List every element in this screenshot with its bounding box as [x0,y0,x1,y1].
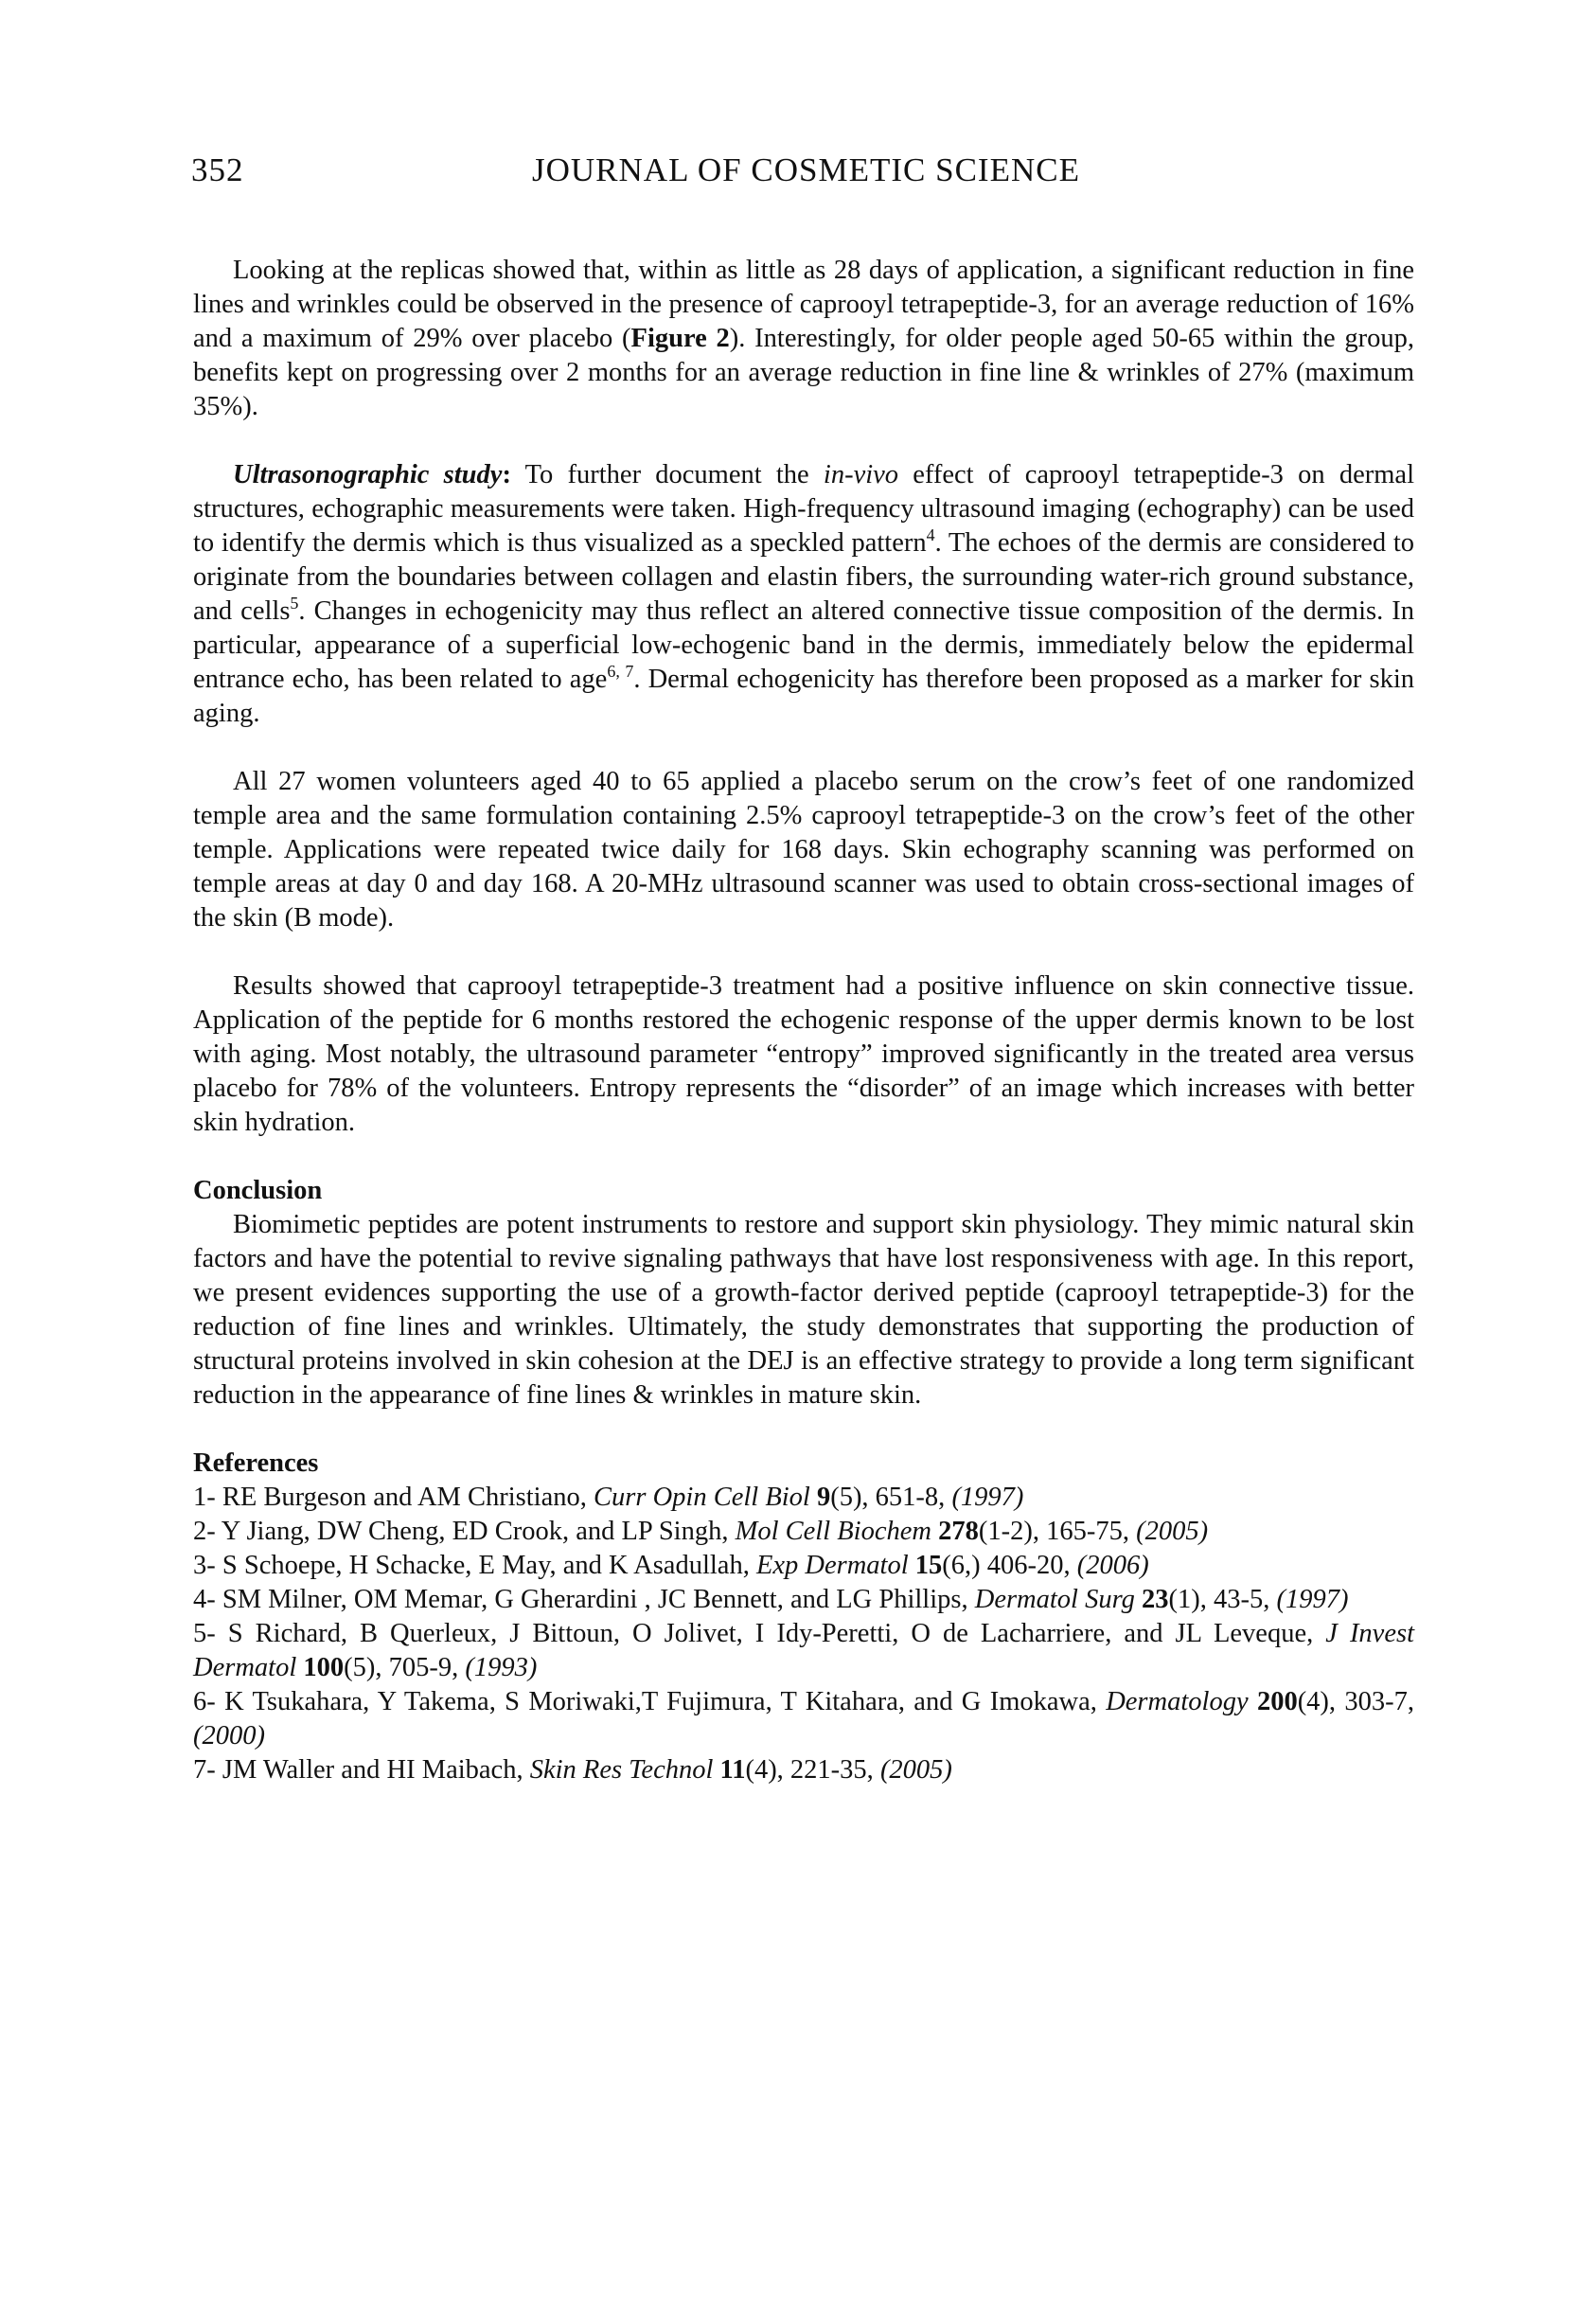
ultrasonographic-study-label: Ultrasonographic study [233,460,503,489]
paragraph-study-design: All 27 women volunteers aged 40 to 65 applied a placebo serum on the crow’s feet of one randomized temple area and the same formulation containing 2.5% caprooyl tetrapeptide-3 on the crow’s feet of the other temple. Applications were repeated twice daily for 168 days. Skin echography scanning was performed on temple areas at day 0 and day 168. A 20-MHz ultrasound scanner was used to obtain cross-sectional images of the skin (B mode). [193,767,1414,933]
paragraph-conclusion: Biomimetic peptides are potent instruments to restore and support skin physiology. They mimic natural skin factors and have the potential to revive signaling pathways that have lost responsiveness with age. In this report, we present evidences supporting the use of a growth-factor derived peptide (caprooyl tetrapeptide-3) for the reduction of fine lines and wrinkles. Ultimately, the study demonstrates that supporting the production of structural proteins involved in skin cohesion at the DEJ is an effective strategy to provide a long term significant reduction in the appearance of fine lines & wrinkles in mature skin. [193,1210,1414,1410]
article-body [193,254,1414,1787]
references-heading: References [193,1448,319,1478]
page-header [191,151,1412,193]
citation-superscript: 5 [290,594,299,613]
reference-item: 5- S Richard, B Querleux, J Bittoun, O Jolivet, I Idy-Peretti, O de Lacharriere, and JL Leveque, J Invest Dermatol 100(5), 705-9, (1993) [193,1619,1414,1682]
citation-superscript: 6, 7 [607,662,634,681]
reference-item: 2- Y Jiang, DW Cheng, ED Crook, and LP Singh, Mol Cell Biochem 278(1-2), 165-75, (2005) [193,1517,1209,1546]
citation-superscript: 4 [926,525,935,544]
journal-title: JOURNAL OF COSMETIC SCIENCE [532,151,1080,188]
paragraph-ultrasonographic-study: Ultrasonographic study: To further document the in-vivo effect of caprooyl tetrapeptide-3 on dermal structures, echographic measurements were taken. High-frequency ultrasound imaging (echography) can be used to identify the dermis which is thus visualized as a speckled pattern$^4$. The echoes of the dermis are considered to originate from the boundaries between collagen and elastin fibers, the surrounding water-rich ground substance, and cells$^5$. Changes in echogenicity may thus reflect an altered connective tissue composition of the dermis. In particular, appearance of a superficial low-echogenic band in the dermis, immediately below the epidermal entrance echo, has been related to age$^{6, 7}$. Dermal echogenicity has therefore been proposed as a marker for skin aging. [193,460,1415,728]
figure-reference: Figure 2 [630,324,730,353]
conclusion-heading: Conclusion [193,1176,323,1205]
reference-item: 4- SM Milner, OM Memar, G Gherardini , JC Bennett, and LG Phillips, Dermatol Surg 23(1), 43-5, (1997) [193,1585,1349,1614]
paragraph-echography-results: Results showed that caprooyl tetrapeptide-3 treatment had a positive influence on skin connective tissue. Application of the peptide for 6 months restored the echogenic response of the upper dermis known to be lost with aging. Most notably, the ultrasound parameter “entropy” improved significantly in the treated area versus placebo for 78% of the volunteers. Entropy represents the “disorder” of an image which increases with better skin hydration. [193,971,1414,1137]
paragraph-replicas-results: Looking at the replicas showed that, within as little as 28 days of application, a significant reduction in fine lines and wrinkles could be observed in the presence of caprooyl tetrapeptide-3, for an average reduction of 16% and a maximum of 29% over placebo (Figure 2). Interestingly, for older people aged 50-65 within the group, benefits kept on progressing over 2 months for an average reduction in fine line & wrinkles of 27% (maximum 35%). [193,256,1414,421]
reference-list [193,1481,1414,1787]
page-number: 352 [191,151,244,188]
reference-item: 1- RE Burgeson and AM Christiano, Curr Opin Cell Biol 9(5), 651-8, (1997) [193,1483,1024,1512]
reference-item: 7- JM Waller and HI Maibach, Skin Res Technol 11(4), 221-35, (2005) [193,1755,952,1785]
reference-item: 6- K Tsukahara, Y Takema, S Moriwaki,T Fujimura, T Kitahara, and G Imokawa, Dermatology 200(4), 303-7, (2000) [193,1687,1414,1750]
reference-item: 3- S Schoepe, H Schacke, E May, and K Asadullah, Exp Dermatol 15(6,) 406-20, (2006) [193,1551,1149,1580]
